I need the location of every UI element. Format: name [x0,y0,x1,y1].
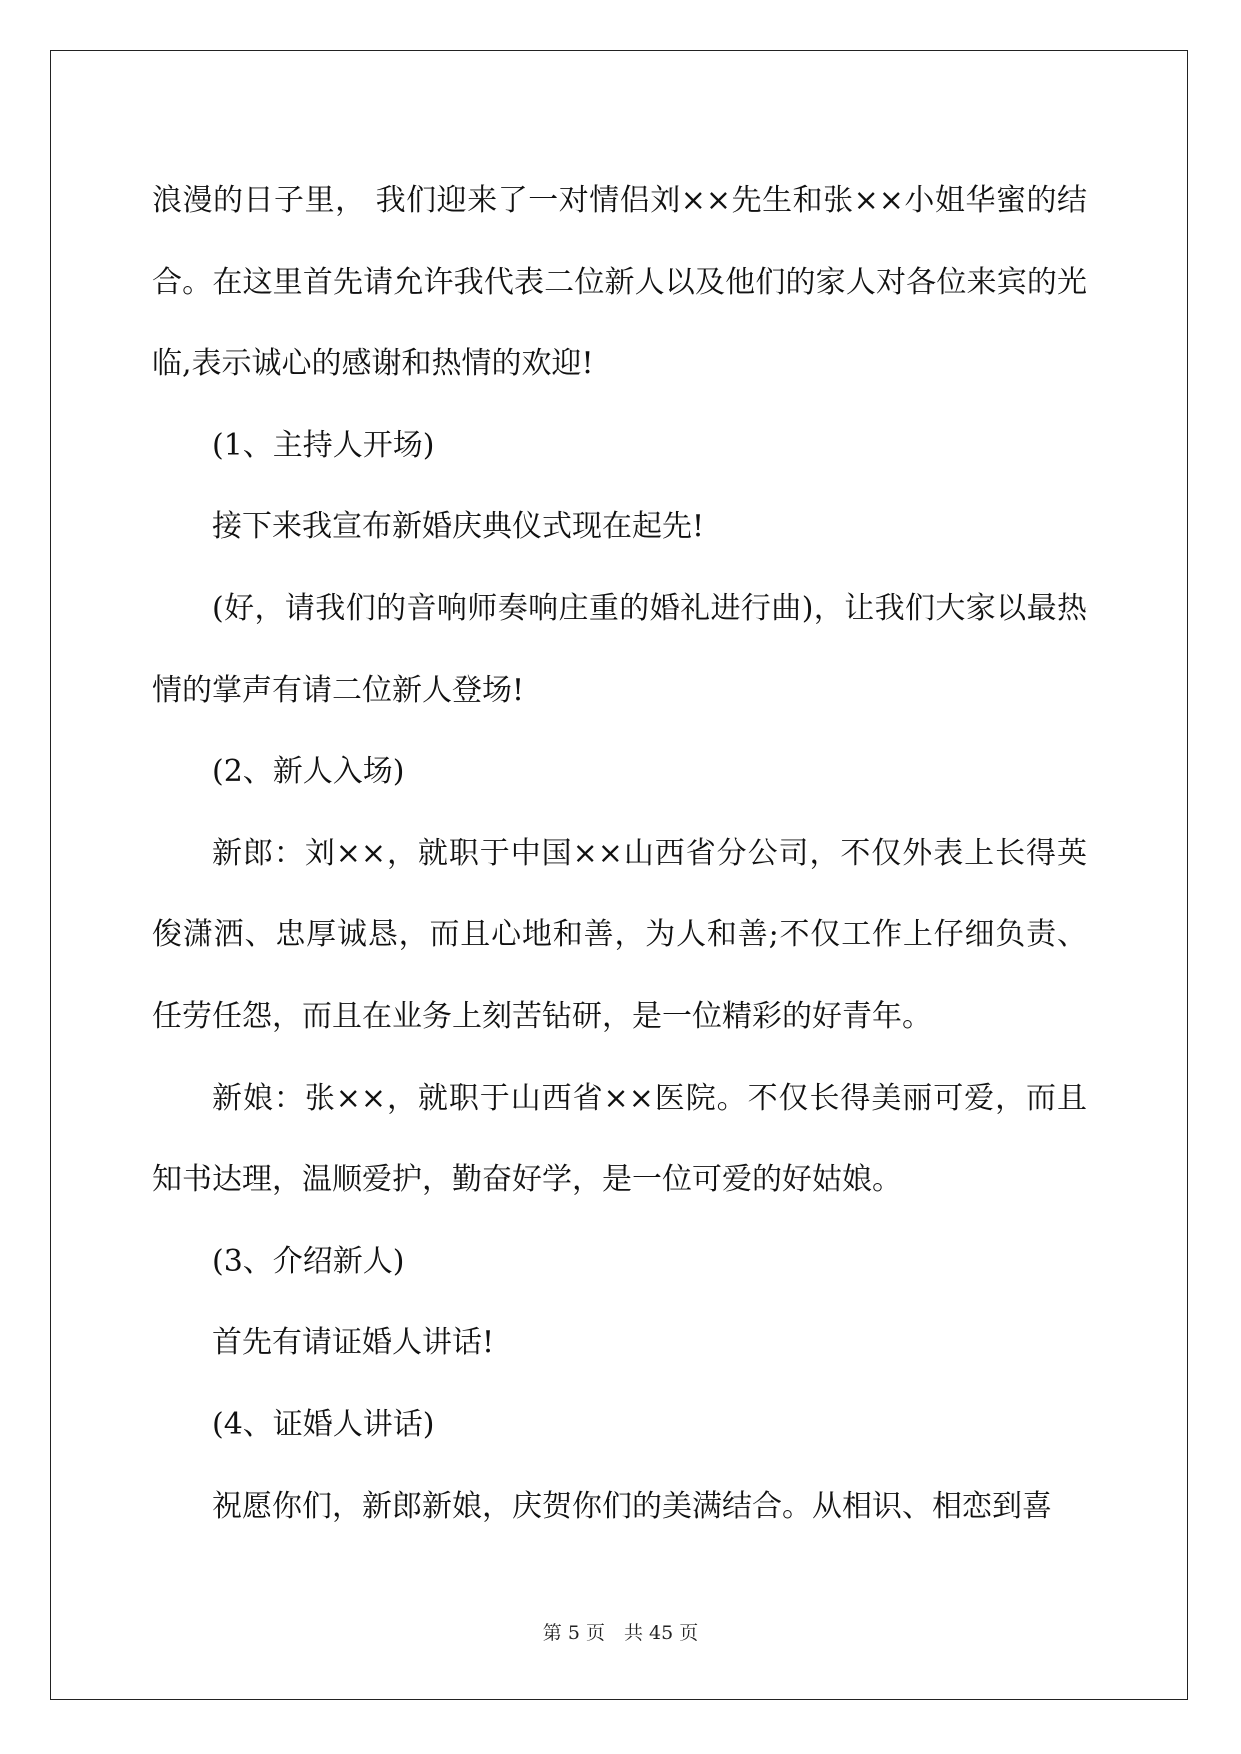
paragraph: 新郎：刘××，就职于中国××山西省分公司，不仅外表上长得英俊潇洒、忠厚诚恳，而且心地和善，为人和善;不仅工作上仔细负责、任劳任怨，而且在业务上刻苦钻研，是一位精彩的好青年。 [152,835,1087,1034]
paragraph: 祝愿你们，新郎新娘，庆贺你们的美满结合。从相识、相恋到喜 [212,1488,1052,1524]
paragraph: 接下来我宣布新婚庆典仪式现在起先! [212,509,705,545]
paragraph: (好，请我们的音响师奏响庄重的婚礼进行曲)，让我们大家以最热情的掌声有请二位新人登场! [152,590,1087,708]
page-number-label: 第 5 页 共 45 页 [542,1622,699,1644]
paragraph: 浪漫的日子里， 我们迎来了一对情侣刘××先生和张××小姐华蜜的结合。在这里首先请允许我代表二位新人以及他们的家人对各位来宾的光临,表示诚心的感谢和热情的欢迎! [152,183,1087,382]
paragraph: 新娘：张××，就职于山西省××医院。不仅长得美丽可爱，而且知书达理，温顺爱护，勤奋好学，是一位可爱的好姑娘。 [152,1080,1087,1198]
page-footer [0,1618,1241,1645]
paragraph: (4、证婚人讲话) [212,1406,435,1442]
paragraph: 首先有请证婚人讲话! [212,1325,495,1361]
document-body [152,160,1087,1547]
paragraph: (3、介绍新人) [212,1243,405,1279]
paragraph: (1、主持人开场) [212,427,435,463]
paragraph: (2、新人入场) [212,754,405,790]
